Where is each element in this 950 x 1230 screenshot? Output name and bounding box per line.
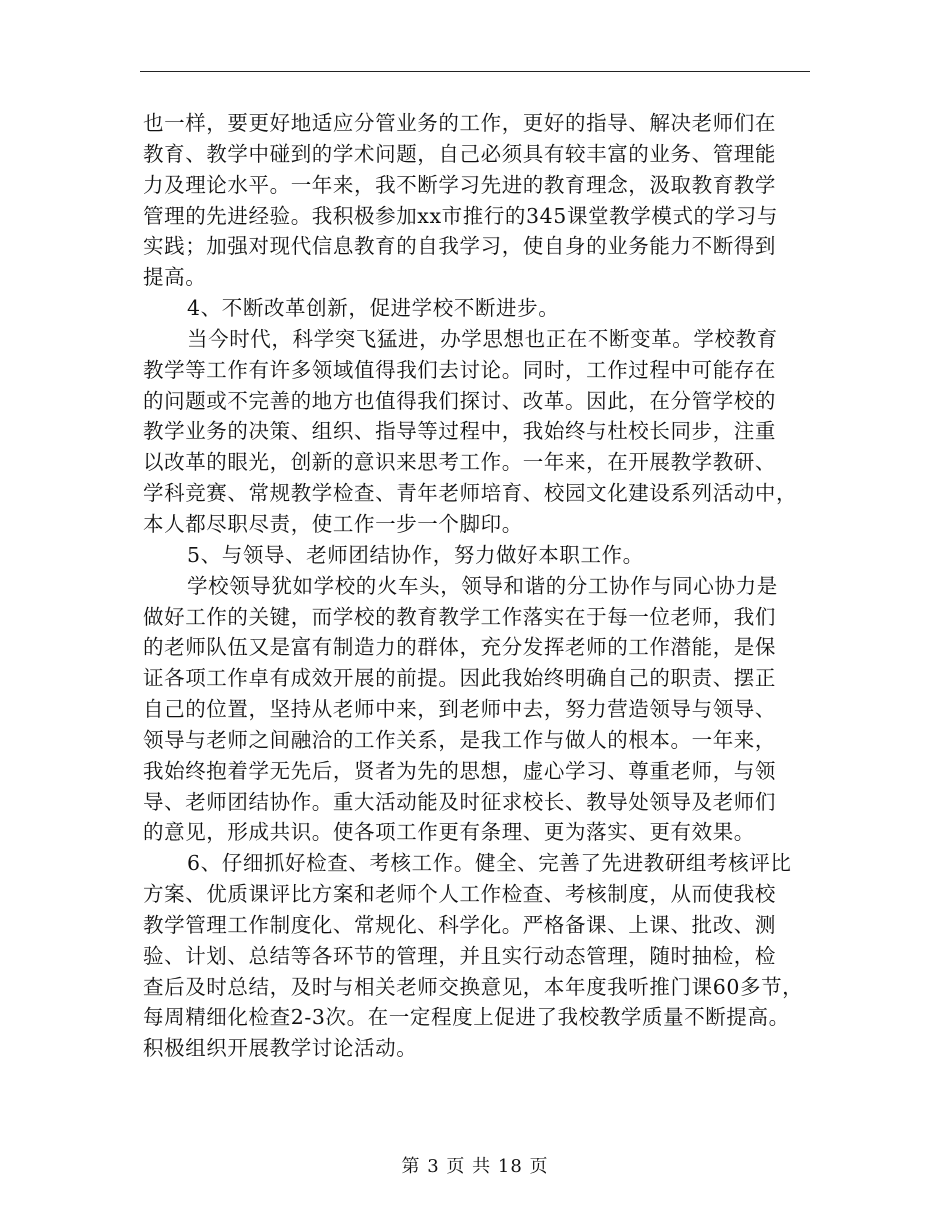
text-line: 教学管理工作制度化、常规化、科学化。严格备课、上课、批改、测 bbox=[143, 912, 776, 937]
text-line: 教育、教学中碰到的学术问题，自己必须具有较丰富的业务、管理能 bbox=[143, 141, 776, 166]
text-line: 导、老师团结协作。重大活动能及时征求校长、教导处领导及老师们 bbox=[143, 789, 776, 814]
text-line: 当今时代，科学突飞猛进，办学思想也正在不断变革。学校教育 bbox=[187, 326, 778, 351]
text-line: 管理的先进经验。我积极参加xx市推行的345课堂教学模式的学习与 bbox=[143, 203, 778, 228]
text-line: 提高。 bbox=[143, 265, 207, 290]
text-line: 4、不断改革创新，促进学校不断进步。 bbox=[187, 296, 560, 321]
text-line: 验、计划、总结等各环节的管理，并且实行动态管理，随时抽检，检 bbox=[143, 943, 776, 968]
text-line: 我始终抱着学无先后，贤者为先的思想，虚心学习、尊重老师，与领 bbox=[143, 758, 776, 783]
document-body bbox=[143, 108, 815, 1064]
text-line: 以改革的眼光，创新的意识来思考工作。一年来，在开展教学教研、 bbox=[143, 450, 776, 475]
text-line: 自己的位置，坚持从老师中来，到老师中去，努力营造领导与领导、 bbox=[143, 697, 776, 722]
text-line: 做好工作的关键，而学校的教育教学工作落实在于每一位老师，我们 bbox=[143, 604, 776, 629]
footer-suffix: 页 bbox=[529, 1156, 549, 1177]
footer-middle: 页 共 bbox=[446, 1156, 492, 1177]
footer-current-page: 3 bbox=[427, 1156, 440, 1177]
text-line: 领导与老师之间融洽的工作关系，是我工作与做人的根本。一年来， bbox=[143, 727, 776, 752]
text-line: 方案、优质课评比方案和老师个人工作检查、考核制度，从而使我校 bbox=[143, 882, 776, 907]
text-line: 的问题或不完善的地方也值得我们探讨、改革。因此，在分管学校的 bbox=[143, 388, 776, 413]
text-line: 查后及时总结，及时与相关老师交换意见，本年度我听推门课60多节， bbox=[143, 974, 804, 999]
text-line: 学校领导犹如学校的火车头，领导和谐的分工协作与同心协力是 bbox=[187, 573, 778, 598]
text-line: 本人都尽职尽责，使工作一步一个脚印。 bbox=[143, 511, 523, 536]
text-line: 的意见，形成共识。使各项工作更有条理、更为落实、更有效果。 bbox=[143, 820, 755, 845]
text-line: 积极组织开展教学讨论活动。 bbox=[143, 1036, 418, 1061]
text-line: 力及理论水平。一年来，我不断学习先进的教育理念，汲取教育教学 bbox=[143, 172, 776, 197]
text-line: 也一样，要更好地适应分管业务的工作，更好的指导、解决老师们在 bbox=[143, 111, 776, 135]
text-line: 的老师队伍又是富有制造力的群体，充分发挥老师的工作潜能，是保 bbox=[143, 635, 776, 660]
text-line: 学科竞赛、常规教学检查、青年老师培育、校园文化建设系列活动中， bbox=[143, 481, 798, 506]
header-rule bbox=[140, 71, 810, 72]
text-line: 实践；加强对现代信息教育的自我学习，使自身的业务能力不断得到 bbox=[143, 234, 776, 259]
text-line: 教学业务的决策、组织、指导等过程中，我始终与杜校长同步，注重 bbox=[143, 419, 776, 444]
text-line: 每周精细化检查2-3次。在一定程度上促进了我校教学质量不断提高。 bbox=[143, 1005, 790, 1030]
text-line: 5、与领导、老师团结协作，努力做好本职工作。 bbox=[187, 542, 644, 567]
footer-total-pages: 18 bbox=[497, 1156, 523, 1177]
text-line: 教学等工作有许多领域值得我们去讨论。同时，工作过程中可能存在 bbox=[143, 357, 776, 382]
footer-prefix: 第 bbox=[401, 1156, 421, 1177]
text-line: 6、仔细抓好检查、考核工作。健全、完善了先进教研组考核评比 bbox=[187, 851, 792, 876]
text-line: 证各项工作卓有成效开展的前提。因此我始终明确自己的职责、摆正 bbox=[143, 666, 776, 691]
page-footer bbox=[0, 1152, 950, 1178]
